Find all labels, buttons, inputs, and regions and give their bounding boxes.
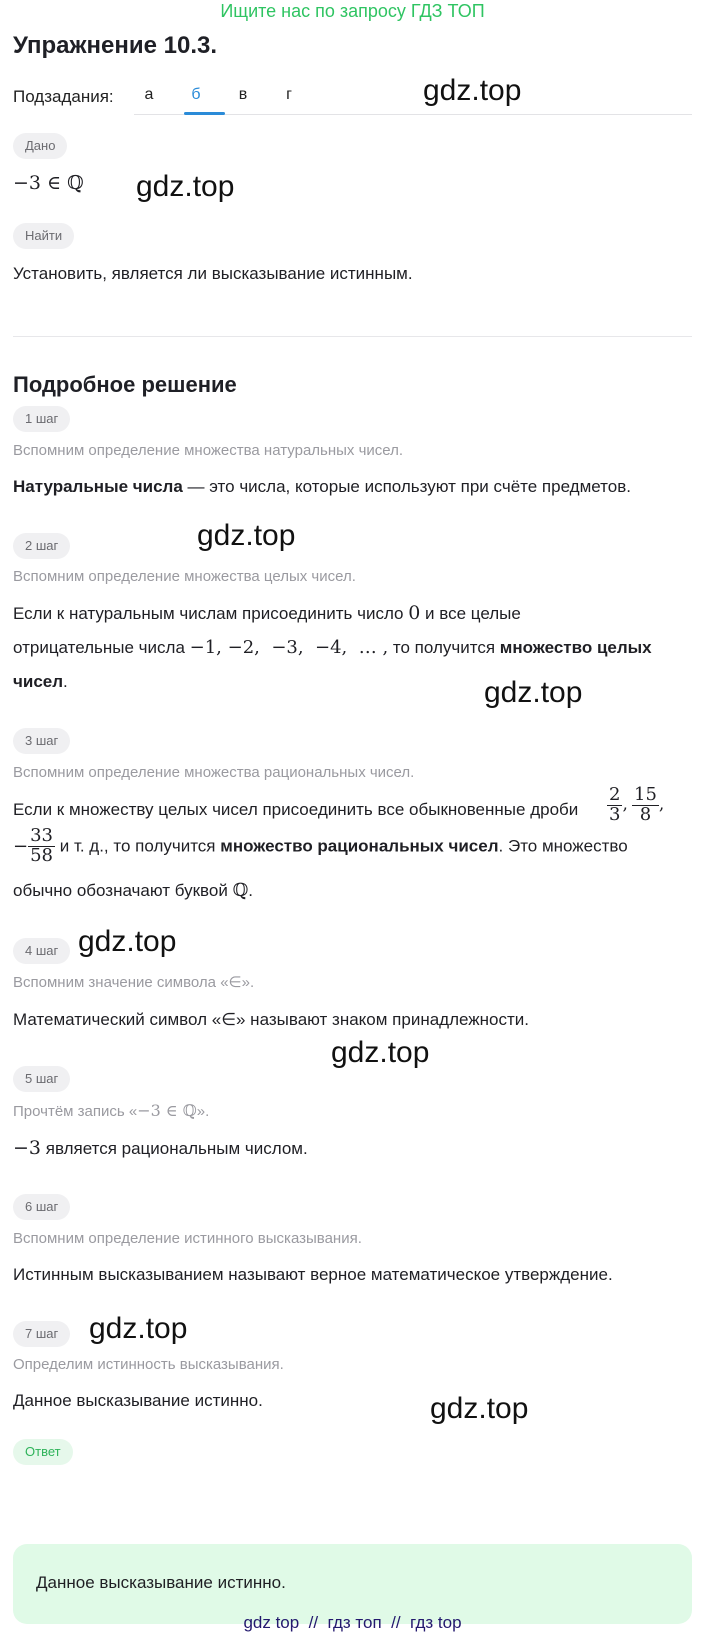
- watermark: gdz.top: [423, 74, 522, 107]
- watermark: gdz.top: [430, 1392, 529, 1425]
- step-1-note: Вспомним определение множества натуральных чисел.: [13, 442, 404, 459]
- step-2-numbers: −1, −2, −3, −4, … ,: [189, 637, 389, 658]
- step-3-line-2b: . Это множество: [498, 836, 628, 856]
- watermark: gdz.top: [78, 925, 177, 958]
- step-3-fraction-2: $\frac{15}{8}$ ,: [634, 784, 665, 825]
- step-3-line-3: [13, 880, 253, 901]
- watermark: gdz.top: [136, 170, 235, 203]
- step-2-line-1a: Если к натуральным числам присоединить число: [13, 604, 409, 623]
- step-3-fraction-1: $\frac{2}{3}$ ,: [609, 784, 628, 825]
- step-2-line-2: [13, 637, 652, 658]
- step-7-text: Данное высказывание истинно.: [13, 1391, 263, 1410]
- answer-text: Данное высказывание истинно.: [36, 1573, 286, 1592]
- step-4-text: Математический символ «∈» называют знаком принадлежности.: [13, 1010, 529, 1029]
- given-chip: Дано: [13, 133, 67, 159]
- fraction-1-numerator: 2: [609, 784, 621, 805]
- active-tab-indicator: [184, 112, 225, 115]
- step-2-line-2b: то получится: [388, 638, 500, 657]
- step-3-line-2a: и т. д., то получится: [55, 836, 221, 856]
- step-5-rest: является рациональным числом.: [41, 1139, 308, 1158]
- find-text: Установить, является ли высказывание истинным.: [13, 264, 413, 283]
- fraction-2-numerator: 15: [634, 784, 657, 805]
- step-2-line-2a: отрицательные числа: [13, 638, 190, 657]
- section-divider: [13, 336, 692, 337]
- step-2-line-1b: и все целые: [420, 604, 521, 623]
- step-6-note: Вспомним определение истинного высказывания.: [13, 1230, 362, 1247]
- subtasks-label: Подзадания:: [13, 87, 114, 106]
- step-2-line-1: [13, 602, 521, 624]
- step-3-fraction-3: [28, 827, 55, 866]
- step-1-bold: Натуральные числа: [13, 477, 183, 496]
- subtask-tab-v[interactable]: в: [238, 86, 248, 103]
- subtask-tab-b[interactable]: б: [191, 86, 201, 103]
- step-3-line-2: [13, 827, 628, 866]
- step-3-chip: 3 шаг: [13, 728, 70, 754]
- watermark: gdz.top: [89, 1312, 188, 1345]
- step-3-line-3b: .: [248, 881, 253, 900]
- step-2-bold-1: множество целых: [499, 638, 652, 657]
- watermark: gdz.top: [484, 676, 583, 709]
- step-3-line-1: Если к множеству целых чисел присоединить все обыкновенные дроби: [13, 800, 579, 819]
- step-1-text: [13, 477, 631, 497]
- step-3-note: Вспомним определение множества рациональных чисел.: [13, 764, 415, 781]
- step-7-note: Определим истинность высказывания.: [13, 1356, 284, 1373]
- step-7-chip: 7 шаг: [13, 1321, 70, 1347]
- fraction-3-denominator: 58: [30, 844, 53, 866]
- watermark: gdz.top: [331, 1036, 430, 1069]
- step-4-note: Вспомним значение символа «∈».: [13, 974, 255, 991]
- step-5-math: −3: [13, 1137, 42, 1159]
- solution-title: Подробное решение: [13, 372, 237, 397]
- fraction-3-numerator: 33: [30, 825, 53, 846]
- given-math: −3 ∈ ℚ: [13, 172, 84, 194]
- fraction-2-denominator: 8: [639, 803, 652, 825]
- step-3-bold: множество рациональных чисел: [220, 836, 499, 856]
- step-5-note-b: ».: [196, 1103, 210, 1120]
- step-3-line-3a: обычно обозначают буквой: [13, 881, 233, 900]
- step-1-rest: — это числа, которые используют при счёте предметов.: [182, 477, 631, 496]
- step-5-note-a: Прочтём запись «: [13, 1103, 138, 1120]
- step-2-note: Вспомним определение множества целых чисел.: [13, 568, 356, 585]
- find-chip: Найти: [13, 223, 74, 249]
- step-6-chip: 6 шаг: [13, 1194, 70, 1220]
- step-2-line-3: [13, 672, 68, 692]
- step-5-text: [13, 1137, 308, 1159]
- subtask-tab-g[interactable]: г: [286, 86, 292, 103]
- step-2-line-3-tail: .: [63, 672, 68, 691]
- fraction-3-sign: −: [13, 835, 29, 857]
- subtask-tab-a[interactable]: а: [144, 86, 154, 103]
- step-6-text: Истинным высказыванием называют верное математическое утверждение.: [13, 1265, 613, 1284]
- answer-chip: Ответ: [13, 1439, 73, 1465]
- step-2-bold-2: чисел: [13, 672, 64, 691]
- footer-links[interactable]: gdz top // гдз топ // гдз top: [243, 1613, 462, 1632]
- step-2-chip: 2 шаг: [13, 533, 70, 559]
- step-2-zero: 0: [408, 602, 421, 624]
- step-4-chip: 4 шаг: [13, 938, 70, 964]
- step-5-note: [13, 1101, 209, 1120]
- step-3-q-symbol: ℚ: [232, 880, 249, 901]
- watermark: gdz.top: [197, 519, 296, 552]
- fraction-1-denominator: 3: [609, 803, 621, 825]
- promo-banner[interactable]: Ищите нас по запросу ГДЗ ТОП: [220, 1, 485, 21]
- step-5-note-math: −3 ∈ ℚ: [137, 1101, 197, 1120]
- step-5-chip: 5 шаг: [13, 1066, 70, 1092]
- step-1-chip: 1 шаг: [13, 406, 70, 432]
- page-title: Упражнение 10.3.: [13, 32, 218, 59]
